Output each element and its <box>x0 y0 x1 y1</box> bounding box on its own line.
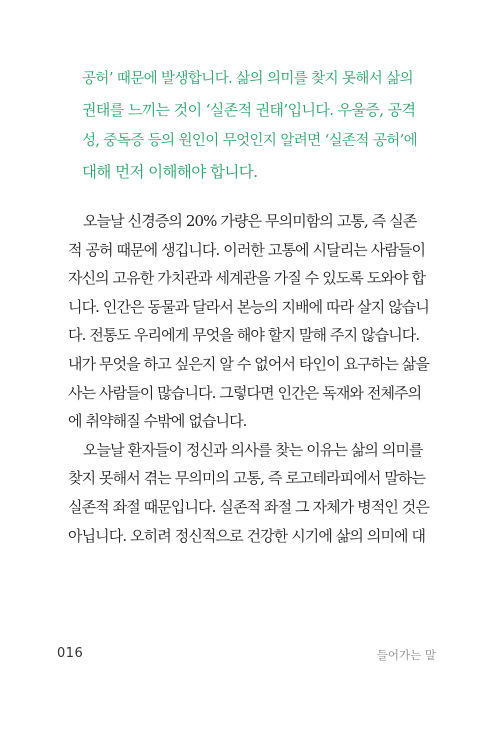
body-line: 적 공허 때문에 생깁니다. 이러한 고통에 시달리는 사람들이 <box>68 240 426 259</box>
body-line: 내가 무엇을 하고 싶은지 알 수 없어서 타인이 요구하는 삶을 <box>68 354 429 373</box>
running-section-title: 들어가는 말 <box>376 648 436 662</box>
page-number: 016 <box>57 646 84 661</box>
highlight-line: 권태를 느끼는 것이 ‘실존적 권태’입니다. 우울증, 공격 <box>82 101 416 119</box>
body-line: 자신의 고유한 가치관과 세계관을 가질 수 있도록 도와야 합 <box>68 269 426 288</box>
paragraph-first-line: 오늘날 환자들이 정신과 의사를 찾는 이유는 삶의 의미를 <box>83 440 423 459</box>
body-line: 찾지 못해서 겪는 무의미의 고통, 즉 로고테라피에서 말하는 <box>68 469 426 488</box>
body-line: 실존적 좌절 때문입니다. 실존적 좌절 그 자체가 병적인 것은 <box>68 497 429 516</box>
paragraph-first-line: 오늘날 신경증의 20% 가량은 무의미함의 고통, 즉 실존 <box>83 212 417 230</box>
highlight-line: 성, 중독증 등의 원인이 무엇인지 알려면 ‘실존적 공허’에 <box>82 133 418 149</box>
body-line: 다. 전통도 우리에게 무엇을 해야 할지 말해 주지 않습니다. <box>68 326 420 345</box>
body-text <box>68 207 432 550</box>
highlight-line: 대해 먼저 이해해야 합니다. <box>82 163 258 181</box>
body-line: 사는 사람들이 많습니다. 그렇다면 인간은 독재와 전체주의 <box>68 383 422 402</box>
highlight-line: 공허’ 때문에 발생합니다. 삶의 의미를 찾지 못해서 삶의 <box>82 71 414 87</box>
highlighted-passage <box>82 64 418 188</box>
body-line: 니다. 인간은 동물과 달라서 본능의 지배에 따라 살지 않습니 <box>68 297 429 316</box>
body-line: 에 취약해질 수밖에 없습니다. <box>68 412 247 431</box>
body-line: 아닙니다. 오히려 정신적으로 건강한 시기에 삶의 의미에 대 <box>68 526 426 545</box>
